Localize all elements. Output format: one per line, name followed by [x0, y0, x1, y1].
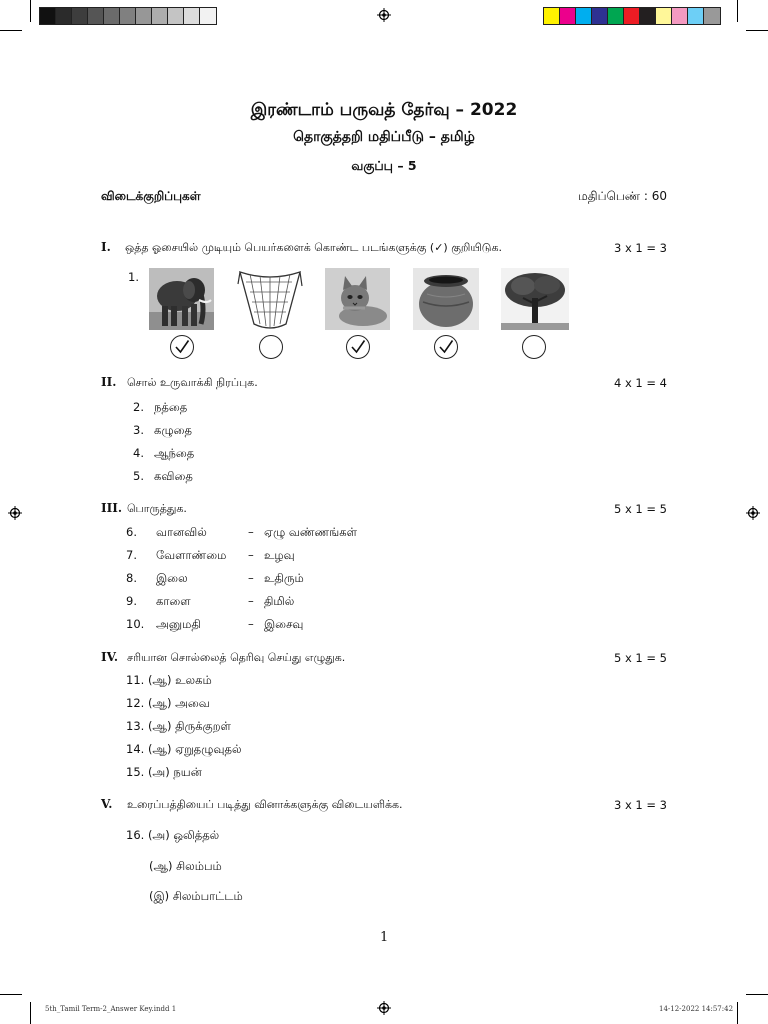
registration-mark-icon [746, 506, 760, 520]
registration-mark-icon [377, 1001, 391, 1015]
pair-dash: – [248, 548, 254, 562]
pair-left: வானவில் [156, 525, 207, 539]
answer-number: 5. [133, 469, 144, 483]
pair-right: திமில் [264, 594, 295, 608]
pair-left: வேளாண்மை [156, 548, 227, 562]
answer-number: 3. [133, 423, 144, 437]
color-calibration-bar [543, 7, 721, 25]
pair-dash: – [248, 571, 254, 585]
footer-timestamp: 14-12-2022 14:57:42 [659, 1005, 734, 1013]
tree-picture [501, 268, 569, 330]
color-swatch [624, 8, 640, 24]
answer-text: கழுதை [154, 423, 193, 437]
pair-right: உதிரும் [264, 571, 304, 585]
section-numeral: III. [101, 501, 123, 515]
answer-circle [259, 335, 283, 359]
answer-number: 4. [133, 446, 144, 460]
color-swatch [640, 8, 656, 24]
section-instruction: பொருத்துக. [127, 502, 187, 515]
page-number: 1 [380, 930, 389, 945]
section-marks: 3 x 1 = 3 [613, 241, 667, 255]
check-mark-icon [347, 336, 369, 358]
answer-text: கவிதை [154, 469, 193, 483]
answer-line: 16. (அ) ஒலித்தல் [126, 828, 220, 842]
crop-mark [0, 994, 22, 995]
answer-circle [434, 335, 458, 359]
crop-mark [30, 0, 31, 22]
section-marks: 5 x 1 = 5 [613, 502, 667, 516]
section-instruction: ஒத்த ஓசையில் முடியும் பெயர்களைக் கொண்ட படங்களுக்கு (✓) குறியிடுக. [125, 241, 503, 254]
footer-filename: 5th_Tamil Term-2_Answer Key.indd 1 [45, 1005, 177, 1013]
answer-line: 14. (ஆ) ஏறுதழுவுதல் [126, 742, 242, 756]
grey-swatch [168, 8, 184, 24]
section-numeral: I. [101, 240, 111, 254]
grey-swatch [120, 8, 136, 24]
answer-line: (ஆ) சிலம்பம் [149, 859, 222, 873]
answer-circle [346, 335, 370, 359]
crop-mark [746, 994, 768, 995]
crop-mark [0, 30, 22, 31]
pair-dash: – [248, 525, 254, 539]
crop-mark [737, 1002, 738, 1024]
crop-mark [746, 30, 768, 31]
grey-swatch [56, 8, 72, 24]
pair-number: 10. [126, 617, 145, 631]
color-swatch [656, 8, 672, 24]
grey-swatch [136, 8, 152, 24]
grey-swatch [152, 8, 168, 24]
answer-circle [522, 335, 546, 359]
section-numeral: V. [101, 797, 113, 811]
class-label: வகுப்பு – 5 [351, 158, 417, 173]
pair-right: இசைவு [264, 617, 304, 631]
section-instruction: உரைப்பத்தியைப் படித்து வினாக்களுக்கு விடையளிக்க. [127, 798, 403, 811]
grey-scale-bar [39, 7, 217, 25]
color-swatch [672, 8, 688, 24]
check-mark-icon [435, 336, 457, 358]
pair-left: இலை [156, 571, 188, 585]
answer-line: 12. (ஆ) அவை [126, 696, 210, 710]
total-marks: மதிப்பெண் : 60 [578, 189, 667, 203]
cat-picture [325, 268, 390, 330]
pair-number: 7. [126, 548, 137, 562]
pair-dash: – [248, 617, 254, 631]
section-marks: 5 x 1 = 5 [613, 651, 667, 665]
grey-swatch [184, 8, 200, 24]
grey-swatch [72, 8, 88, 24]
section-marks: 3 x 1 = 3 [613, 798, 667, 812]
section-marks: 4 x 1 = 4 [613, 376, 667, 390]
color-swatch [592, 8, 608, 24]
answer-text: நத்தை [154, 400, 188, 414]
elephant-picture [149, 268, 214, 330]
registration-mark-icon [377, 8, 391, 22]
check-mark-icon [171, 336, 193, 358]
color-swatch [576, 8, 592, 24]
color-swatch [688, 8, 704, 24]
answer-line: 13. (ஆ) திருக்குறள் [126, 719, 231, 733]
section-instruction: சொல் உருவாக்கி நிரப்புக. [127, 376, 258, 389]
pair-dash: – [248, 594, 254, 608]
grey-swatch [200, 8, 216, 24]
pair-right: ஏழு வண்ணங்கள் [264, 525, 357, 539]
pair-left: காளை [156, 594, 191, 608]
answer-line: 11. (ஆ) உலகம் [126, 673, 212, 687]
color-swatch [560, 8, 576, 24]
answer-circle [170, 335, 194, 359]
answer-line: (இ) சிலம்பாட்டம் [149, 889, 243, 903]
pair-number: 6. [126, 525, 137, 539]
color-swatch [544, 8, 560, 24]
section-instruction: சரியான சொல்லைத் தெரிவு செய்து எழுதுக. [127, 651, 346, 664]
section-numeral: IV. [101, 650, 119, 664]
color-swatch [608, 8, 624, 24]
section-numeral: II. [101, 375, 117, 389]
answer-number: 2. [133, 400, 144, 414]
answer-key-label: விடைக்குறிப்புகள் [101, 189, 201, 203]
color-swatch [704, 8, 720, 24]
registration-mark-icon [8, 506, 22, 520]
answer-text: ஆந்தை [154, 446, 195, 460]
crop-mark [737, 0, 738, 22]
clay-pot-picture [413, 268, 479, 330]
pair-number: 8. [126, 571, 137, 585]
crop-mark [30, 1002, 31, 1024]
grey-swatch [88, 8, 104, 24]
grey-swatch [40, 8, 56, 24]
assessment-title: தொகுத்தறி மதிப்பீடு – தமிழ் [293, 129, 475, 145]
pair-number: 9. [126, 594, 137, 608]
fishing-net-picture [236, 268, 304, 330]
exam-title: இரண்டாம் பருவத் தேர்வு – 2022 [250, 100, 518, 120]
pair-left: அனுமதி [156, 617, 201, 631]
question-number: 1. [128, 270, 139, 284]
answer-line: 15. (அ) நயன் [126, 765, 202, 779]
pair-right: உழவு [264, 548, 295, 562]
grey-swatch [104, 8, 120, 24]
